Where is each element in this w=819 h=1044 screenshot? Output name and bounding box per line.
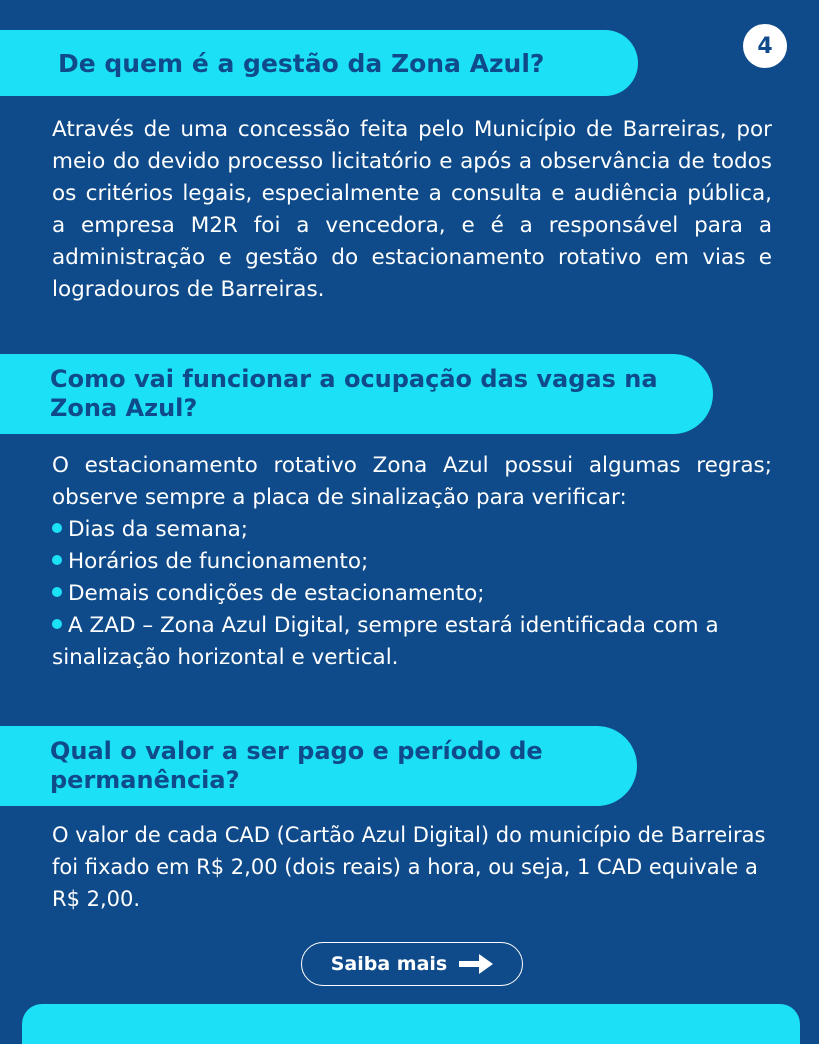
section-body-price: O valor de cada CAD (Cartão Azul Digital) do município de Barreiras foi fixado em R$ 2,00 (dois reais) a hora, ou seja, 1 CAD equivale a R$ 2,00.: [52, 823, 766, 911]
section-heading-occupation: [0, 354, 713, 434]
cta-label: Saiba mais: [330, 953, 448, 975]
bullet-dot-icon: [52, 619, 62, 629]
next-section-pill: [22, 1004, 800, 1044]
section-heading-management: [0, 30, 638, 96]
bullet-item: [52, 578, 772, 610]
saiba-mais-button[interactable]: [301, 942, 523, 986]
bullet-item: [52, 514, 772, 546]
page-number: 4: [757, 33, 773, 59]
bullet-dot-icon: [52, 523, 62, 533]
bullet-dot-icon: [52, 555, 62, 565]
heading-text: Como vai funcionar a ocupação das vagas na Zona Azul?: [50, 365, 658, 422]
bullet-text: Dias da semana;: [68, 517, 248, 542]
heading-text: Qual o valor a ser pago e período de permanência?: [50, 737, 543, 794]
bullet-item: [52, 610, 772, 674]
section-body-occupation: [52, 450, 772, 674]
page-number-badge: [743, 24, 787, 68]
arrow-right-icon: [459, 954, 493, 974]
bullet-dot-icon: [52, 587, 62, 597]
bullet-text: Horários de funcionamento;: [68, 549, 369, 574]
bullet-text: A ZAD – Zona Azul Digital, sempre estará identificada com a sinalização horizontal e vertical.: [52, 613, 719, 670]
bullet-item: [52, 546, 772, 578]
heading-text: De quem é a gestão da Zona Azul?: [58, 48, 545, 78]
section-intro: O estacionamento rotativo Zona Azul possui algumas regras; observe sempre a placa de sinalização para verificar:: [52, 453, 772, 510]
section-body-management: Através de uma concessão feita pelo Município de Barreiras, por meio do devido processo licitatório e após a observância de todos os critérios legais, especialmente a consulta e audiência pública, a empresa M2R foi a vencedora, e é a responsável para a administração e gestão do estacionamento rotativo em vias e logradouros de Barreiras.: [52, 117, 772, 302]
bullet-text: Demais condições de estacionamento;: [68, 581, 485, 606]
section-heading-price: [0, 726, 637, 806]
